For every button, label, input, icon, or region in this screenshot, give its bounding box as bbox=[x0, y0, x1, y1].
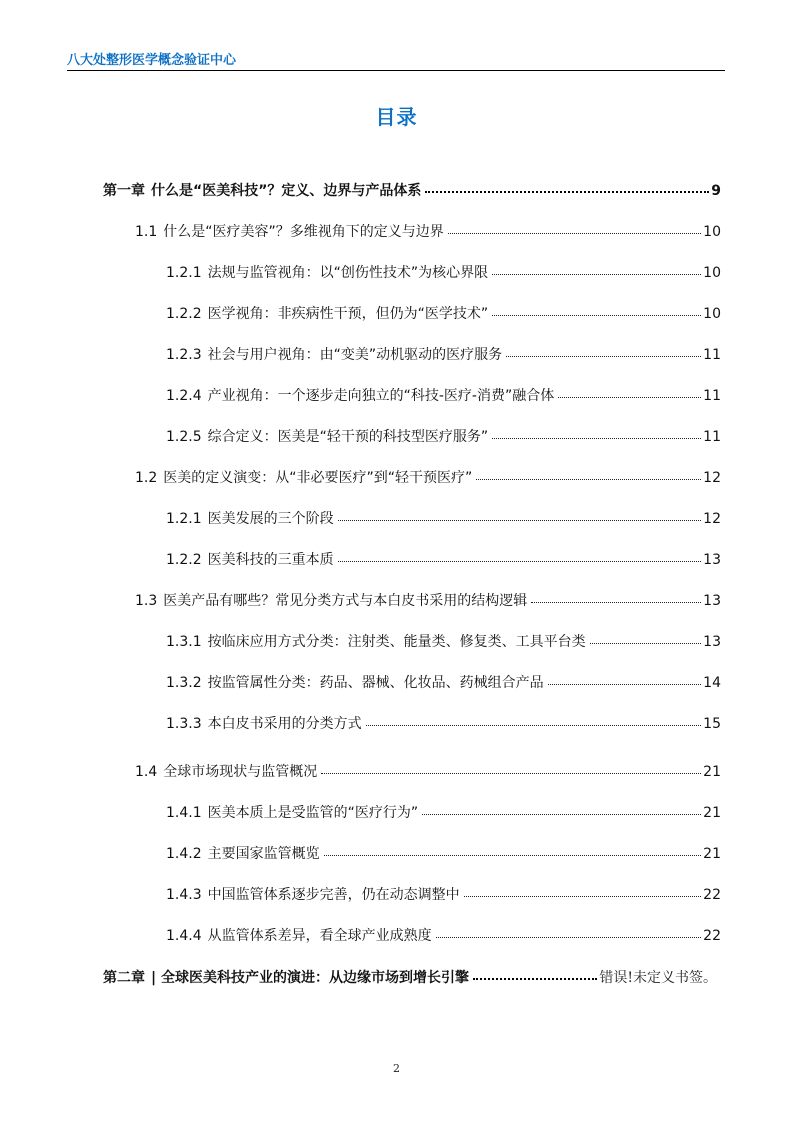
dot-leader bbox=[321, 762, 701, 776]
toc-entry-number: 1.2.4 bbox=[166, 388, 202, 404]
toc-entry-1-2-3[interactable] bbox=[166, 344, 721, 366]
toc-entry-1-3-2[interactable] bbox=[166, 672, 721, 694]
toc-entry-number: 1.4.2 bbox=[166, 846, 202, 862]
toc-entry-page: 9 bbox=[711, 183, 721, 199]
toc-entry-number: 第一章 bbox=[103, 183, 145, 199]
dot-leader bbox=[506, 345, 701, 359]
dot-leader bbox=[590, 632, 702, 646]
toc-entry-number: 1.4.1 bbox=[166, 805, 202, 821]
toc-entry-page: 14 bbox=[703, 675, 721, 691]
dot-leader bbox=[464, 885, 702, 899]
toc-entry-text: 社会与用户视角：由“变美”动机驱动的医疗服务 bbox=[207, 347, 503, 363]
header-title: 八大处整形医学概念验证中心 bbox=[67, 53, 237, 68]
toc-entry-page: 13 bbox=[703, 634, 721, 650]
toc-entry-text: 医美发展的三个阶段 bbox=[207, 511, 334, 527]
toc-entry-number: 1.4.3 bbox=[166, 887, 202, 903]
toc-entry-1-2-5[interactable] bbox=[166, 426, 721, 448]
toc-entry-number: 1.3.2 bbox=[166, 675, 202, 691]
toc-entry-text: | 全球医美科技产业的演进：从边缘市场到增长引擎 bbox=[151, 970, 469, 986]
page-header bbox=[67, 46, 725, 71]
toc-entry-text: 全球市场现状与监管概况 bbox=[163, 764, 318, 780]
dot-leader bbox=[476, 468, 701, 482]
toc-entry-number: 1.4.4 bbox=[166, 928, 202, 944]
toc-entry-text: 本白皮书采用的分类方式 bbox=[207, 716, 362, 732]
toc-entry-1-2-1-b[interactable] bbox=[166, 508, 721, 530]
toc-entry-number: 1.2.5 bbox=[166, 429, 202, 445]
toc-entry-page: 13 bbox=[703, 593, 721, 609]
toc-entry-1-4-2[interactable] bbox=[166, 843, 721, 865]
toc-entry-number: 1.2.1 bbox=[166, 265, 202, 281]
dot-leader bbox=[448, 222, 701, 236]
dot-leader bbox=[338, 509, 702, 523]
toc-entry-number: 1.2.2 bbox=[166, 306, 202, 322]
toc-entry-number: 1.2.1 bbox=[166, 511, 202, 527]
toc-entry-page: 11 bbox=[703, 347, 721, 363]
dot-leader bbox=[338, 550, 702, 564]
toc-entry-1-2-2-b[interactable] bbox=[166, 549, 721, 571]
toc-entry-1-4-4[interactable] bbox=[166, 925, 721, 947]
toc-entry-text: 什么是“医美科技”？定义、边界与产品体系 bbox=[151, 183, 422, 199]
toc-entry-page: 11 bbox=[703, 388, 721, 404]
toc-entry-text: 医美科技的三重本质 bbox=[207, 552, 334, 568]
dot-leader bbox=[324, 844, 702, 858]
toc-entry-1-3-3[interactable] bbox=[166, 713, 721, 735]
toc-entry-text: 医美产品有哪些？常见分类方式与本白皮书采用的结构逻辑 bbox=[163, 593, 528, 609]
toc-entry-chapter-2[interactable] bbox=[103, 967, 717, 989]
toc-entry-text: 什么是“医疗美容”？多维视角下的定义与边界 bbox=[163, 224, 444, 240]
toc-entry-text: 医学视角：非疾病性干预，但仍为“医学技术” bbox=[207, 306, 489, 322]
toc-entry-text: 产业视角：一个逐步走向独立的“科技-医疗-消费”融合体 bbox=[207, 388, 555, 404]
toc-entry-page: 15 bbox=[703, 716, 721, 732]
toc-entry-page: 22 bbox=[703, 928, 721, 944]
toc-entry-number: 1.3.1 bbox=[166, 634, 202, 650]
dot-leader bbox=[425, 181, 709, 195]
dot-leader bbox=[531, 591, 701, 605]
toc-entry-text: 医美本质上是受监管的“医疗行为” bbox=[207, 805, 419, 821]
toc-entry-number: 1.1 bbox=[135, 224, 158, 240]
toc-entry-page: 11 bbox=[703, 429, 721, 445]
toc-entry-1-4[interactable] bbox=[135, 761, 721, 783]
toc-entry-1-2-2-a[interactable] bbox=[166, 303, 721, 325]
toc-entry-page: 22 bbox=[703, 887, 721, 903]
toc-entry-1-4-3[interactable] bbox=[166, 884, 721, 906]
page-number: 2 bbox=[393, 1062, 400, 1075]
toc-entry-text: 中国监管体系逐步完善，仍在动态调整中 bbox=[207, 887, 460, 903]
dot-leader bbox=[492, 304, 701, 318]
toc-entry-1-3[interactable] bbox=[135, 590, 721, 612]
toc-entry-page: 10 bbox=[703, 306, 721, 322]
toc-entry-text: 医美的定义演变：从“非必要医疗”到“轻干预医疗” bbox=[163, 470, 473, 486]
toc-entry-number: 1.2.3 bbox=[166, 347, 202, 363]
toc-entry-text: 综合定义：医美是“轻干预的科技型医疗服务” bbox=[207, 429, 489, 445]
toc-entry-1-4-1[interactable] bbox=[166, 802, 721, 824]
toc-entry-page: 21 bbox=[703, 846, 721, 862]
toc-entry-page-error: 错误!未定义书签。 bbox=[599, 970, 717, 986]
toc-entry-page: 21 bbox=[703, 764, 721, 780]
dot-leader bbox=[492, 427, 701, 441]
toc-entry-1-1[interactable] bbox=[135, 221, 721, 243]
toc-entry-1-2-1-a[interactable] bbox=[166, 262, 721, 284]
toc-entry-1-3-1[interactable] bbox=[166, 631, 721, 653]
toc-entry-number: 第二章 bbox=[103, 970, 145, 986]
toc-entry-page: 10 bbox=[703, 224, 721, 240]
toc-entry-number: 1.3.3 bbox=[166, 716, 202, 732]
toc-entry-1-2[interactable] bbox=[135, 467, 721, 489]
toc-entry-page: 12 bbox=[703, 511, 721, 527]
toc-entry-page: 13 bbox=[703, 552, 721, 568]
toc-entry-number: 1.4 bbox=[135, 764, 158, 780]
dot-leader bbox=[366, 714, 702, 728]
toc-entry-page: 10 bbox=[703, 265, 721, 281]
dot-leader bbox=[436, 926, 702, 940]
toc-entry-text: 法规与监管视角：以“创伤性技术”为核心界限 bbox=[207, 265, 489, 281]
toc-entry-page: 12 bbox=[703, 470, 721, 486]
dot-leader bbox=[422, 803, 701, 817]
toc-entry-chapter-1[interactable] bbox=[103, 180, 721, 202]
toc-entry-number: 1.3 bbox=[135, 593, 158, 609]
dot-leader bbox=[492, 263, 701, 277]
toc-entry-number: 1.2 bbox=[135, 470, 158, 486]
toc-entry-text: 按临床应用方式分类：注射类、能量类、修复类、工具平台类 bbox=[207, 634, 586, 650]
toc-entry-text: 从监管体系差异，看全球产业成熟度 bbox=[207, 928, 432, 944]
toc-entry-text: 按监管属性分类：药品、器械、化妆品、药械组合产品 bbox=[207, 675, 544, 691]
toc-entry-page: 21 bbox=[703, 805, 721, 821]
toc-entry-1-2-4[interactable] bbox=[166, 385, 721, 407]
toc-entry-number: 1.2.2 bbox=[166, 552, 202, 568]
toc-title: 目录 bbox=[375, 105, 418, 129]
toc-entry-text: 主要国家监管概览 bbox=[207, 846, 320, 862]
dot-leader bbox=[473, 968, 597, 982]
dot-leader bbox=[558, 386, 701, 400]
dot-leader bbox=[548, 673, 702, 687]
